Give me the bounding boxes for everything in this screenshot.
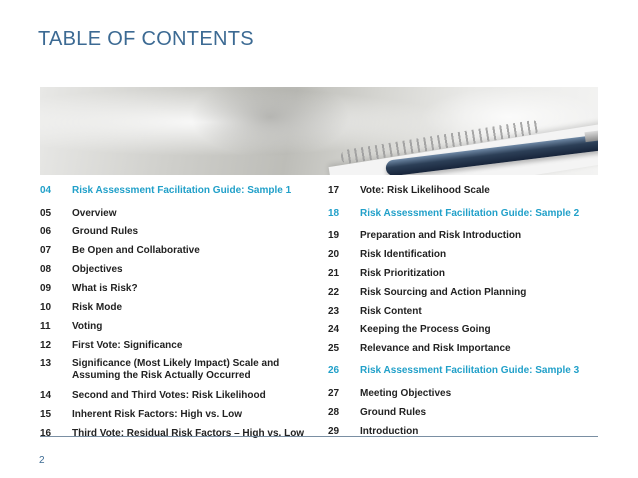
toc-entry[interactable] xyxy=(328,324,491,336)
toc-page-number: 13 xyxy=(40,358,52,369)
toc-entry-label: Risk Content xyxy=(360,306,422,317)
toc-page-number: 17 xyxy=(328,185,340,196)
toc-page-number: 20 xyxy=(328,249,340,260)
toc-entry-label: Relevance and Risk Importance xyxy=(360,343,511,354)
toc-entry[interactable] xyxy=(328,306,422,318)
toc-entry[interactable] xyxy=(328,249,446,261)
toc-entry[interactable] xyxy=(328,185,490,197)
toc-page-number: 27 xyxy=(328,388,340,399)
toc-entry-label: Second and Third Votes: Risk Likelihood xyxy=(72,390,266,401)
toc-page-number: 19 xyxy=(328,230,340,241)
toc-page-number: 11 xyxy=(40,321,51,332)
toc-page-number: 18 xyxy=(328,208,340,219)
toc-entry[interactable] xyxy=(328,365,579,377)
toc-entry-label: Inherent Risk Factors: High vs. Low xyxy=(72,409,243,420)
toc-entry[interactable] xyxy=(40,185,291,197)
toc-page-number: 25 xyxy=(328,343,340,354)
toc-entry-label: Risk Sourcing and Action Planning xyxy=(360,287,527,298)
toc-entry[interactable] xyxy=(328,208,579,220)
toc-entry-label xyxy=(72,358,279,382)
toc-page-number: 29 xyxy=(328,426,340,437)
toc-page-number: 26 xyxy=(328,365,340,376)
toc-entry-label: Risk Assessment Facilitation Guide: Sample 2 xyxy=(360,208,580,219)
toc-entry[interactable] xyxy=(40,264,123,276)
toc-entry[interactable] xyxy=(328,268,445,280)
hero-image xyxy=(40,87,598,175)
bottom-divider xyxy=(40,436,598,437)
toc-page-number: 12 xyxy=(40,340,52,351)
toc-entry-label: Be Open and Collaborative xyxy=(72,245,200,256)
toc-entry-label: Ground Rules xyxy=(360,407,427,418)
toc-page-number: 08 xyxy=(40,264,52,275)
toc-entry[interactable] xyxy=(40,226,138,238)
toc-page-number: 28 xyxy=(328,407,340,418)
toc-entry-label: Meeting Objectives xyxy=(360,388,452,399)
toc-entry-label: Risk Mode xyxy=(72,302,123,313)
toc-entry[interactable] xyxy=(40,358,279,382)
toc-entry-label: Keeping the Process Going xyxy=(360,324,491,335)
toc-entry-label: Ground Rules xyxy=(72,226,139,237)
toc-entry[interactable] xyxy=(40,390,266,402)
toc-page-number: 10 xyxy=(40,302,52,313)
toc-entry[interactable] xyxy=(40,428,304,440)
toc-page-number: 07 xyxy=(40,245,52,256)
toc-entry[interactable] xyxy=(40,340,182,352)
toc-entry-label: Objectives xyxy=(72,264,123,275)
toc-entry[interactable] xyxy=(40,245,200,257)
toc-page-number: 24 xyxy=(328,324,340,335)
toc-entry-label-line1: Significance (Most Likely Impact) Scale and xyxy=(72,358,280,369)
page-number: 2 xyxy=(39,455,45,466)
toc-entry-label: Risk Prioritization xyxy=(360,268,446,279)
toc-entry-label: Introduction xyxy=(360,426,419,437)
toc-page-number: 14 xyxy=(40,390,52,401)
toc-page-number: 06 xyxy=(40,226,52,237)
toc-entry[interactable] xyxy=(328,287,526,299)
toc-entry-label: What is Risk? xyxy=(72,283,138,294)
toc-entry[interactable] xyxy=(328,343,511,355)
toc-entry-label: Preparation and Risk Introduction xyxy=(360,230,522,241)
toc-entry[interactable] xyxy=(40,321,102,333)
toc-page-number: 21 xyxy=(328,268,340,279)
toc-entry-label-line2: Assuming the Risk Actually Occurred xyxy=(72,370,251,381)
toc-entry-label: Risk Identification xyxy=(360,249,447,260)
toc-entry[interactable] xyxy=(40,302,122,314)
toc-entry-label: Risk Assessment Facilitation Guide: Sample 1 xyxy=(72,185,292,196)
toc-page-number: 04 xyxy=(40,185,52,196)
toc-entry[interactable] xyxy=(40,409,242,421)
toc-entry[interactable] xyxy=(40,208,116,220)
toc-page-number: 05 xyxy=(40,208,52,219)
toc-entry-label: Risk Assessment Facilitation Guide: Sample 3 xyxy=(360,365,580,376)
toc-entry[interactable] xyxy=(328,388,451,400)
toc-entry-label: Vote: Risk Likelihood Scale xyxy=(360,185,490,196)
toc-page-number: 09 xyxy=(40,283,52,294)
toc-entry[interactable] xyxy=(40,283,138,295)
toc-entry-label: Third Vote: Residual Risk Factors – High vs. Low xyxy=(72,428,305,439)
toc-page-number: 16 xyxy=(40,428,52,439)
toc-page-number: 22 xyxy=(328,287,340,298)
toc-entry-label: Voting xyxy=(72,321,103,332)
toc-entry[interactable] xyxy=(328,407,426,419)
page-title: TABLE OF CONTENTS xyxy=(38,28,254,50)
toc-page-number: 15 xyxy=(40,409,52,420)
toc-entry[interactable] xyxy=(328,230,521,242)
toc-entry-label: First Vote: Significance xyxy=(72,340,183,351)
toc-page-number: 23 xyxy=(328,306,340,317)
toc-entry-label: Overview xyxy=(72,208,117,219)
